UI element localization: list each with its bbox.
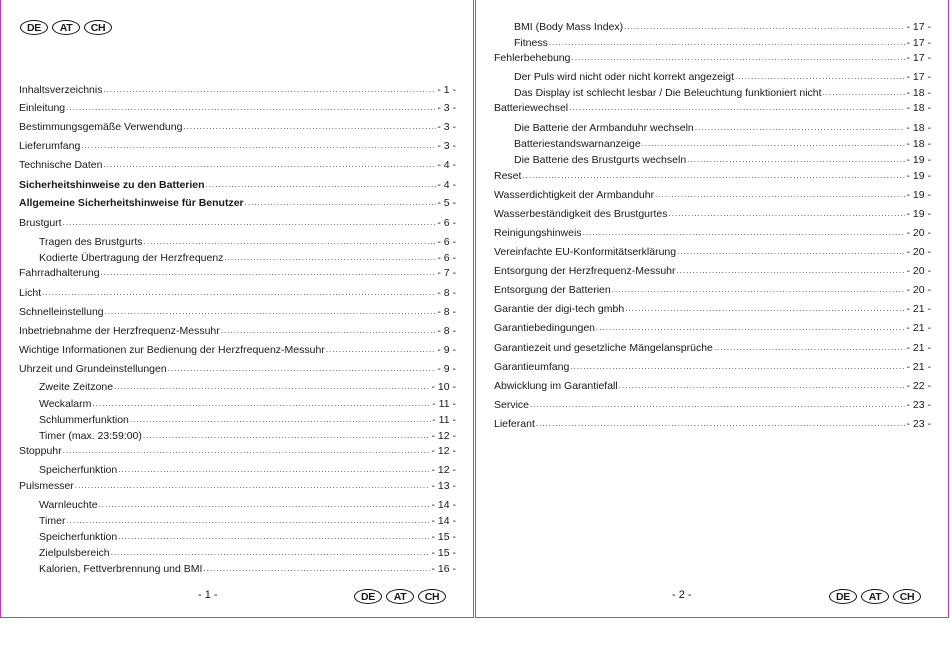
toc-entry xyxy=(514,138,931,150)
toc-entry xyxy=(19,325,456,337)
toc-entry-title: Stoppuhr xyxy=(19,445,62,457)
toc-entry xyxy=(39,547,456,559)
toc-entry xyxy=(39,531,456,543)
toc-entry xyxy=(494,399,931,411)
toc-entry-page: - 21 - xyxy=(906,303,931,315)
toc-leader-dots xyxy=(206,179,437,191)
toc-leader-dots xyxy=(130,414,431,426)
toc-entry xyxy=(514,71,931,83)
toc-leader-dots xyxy=(81,140,436,152)
toc-entry xyxy=(19,445,456,457)
toc-entry-page: - 12 - xyxy=(431,464,456,476)
toc-entry-title: Das Display ist schlecht lesbar / Die Beleuchtung funktioniert nicht xyxy=(514,87,822,99)
toc-leader-dots xyxy=(103,159,436,171)
toc-entry-page: - 11 - xyxy=(432,414,456,426)
country-badges-top xyxy=(20,20,112,35)
toc-leader-dots xyxy=(118,464,430,476)
toc-leader-dots xyxy=(642,138,906,150)
toc-entry-title: Kodierte Übertragung der Herzfrequenz xyxy=(39,252,224,264)
toc-entry-title: Abwicklung im Garantiefall xyxy=(494,380,618,392)
toc-leader-dots xyxy=(66,102,436,114)
toc-entry-title: Die Batterie des Brustgurts wechseln xyxy=(514,154,687,166)
toc-entry xyxy=(19,480,456,492)
toc-entry-title: Allgemeine Sicherheitshinweise für Benutzer xyxy=(19,197,244,209)
toc-leader-dots xyxy=(144,236,437,248)
toc-leader-dots xyxy=(735,71,905,83)
toc-entry-title: Licht xyxy=(19,287,42,299)
toc-leader-dots xyxy=(42,287,436,299)
toc-leader-dots xyxy=(571,52,905,64)
toc-entry-page: - 20 - xyxy=(906,246,931,258)
toc-entry xyxy=(19,140,456,152)
toc-entry-title: Entsorgung der Batterien xyxy=(494,284,611,296)
toc-entry xyxy=(19,344,456,356)
country-badge-de: DE xyxy=(354,589,382,604)
toc-leader-dots xyxy=(530,399,905,411)
toc-entry-page: - 21 - xyxy=(906,322,931,334)
toc-entry-title: Lieferant xyxy=(494,418,535,430)
toc-leader-dots xyxy=(63,445,431,457)
toc-entry xyxy=(514,87,931,99)
toc-entry-page: - 3 - xyxy=(437,140,456,152)
toc-leader-dots xyxy=(75,480,431,492)
toc-entry xyxy=(19,217,456,229)
toc-entry-page: - 20 - xyxy=(906,284,931,296)
toc-entry-title: Speicherfunktion xyxy=(39,464,118,476)
toc-entry xyxy=(19,121,456,133)
toc-entry xyxy=(494,52,931,64)
toc-entry-page: - 22 - xyxy=(906,380,931,392)
toc-entry xyxy=(39,414,456,426)
toc-entry xyxy=(39,515,456,527)
toc-leader-dots xyxy=(612,284,906,296)
toc-entry-title: Bestimmungsgemäße Verwendung xyxy=(19,121,183,133)
toc-leader-dots xyxy=(221,325,437,337)
toc-entry-title: Batteriewechsel xyxy=(494,102,569,114)
toc-entry-page: - 21 - xyxy=(906,342,931,354)
toc-leader-dots xyxy=(326,344,437,356)
toc-entry-title: Brustgurt xyxy=(19,217,62,229)
toc-entry-page: - 12 - xyxy=(431,430,456,442)
toc-entry-title: Timer (max. 23:59:00) xyxy=(39,430,142,442)
toc-entry-title: Reinigungshinweis xyxy=(494,227,582,239)
toc-leader-dots xyxy=(655,189,905,201)
toc-entry-page: - 17 - xyxy=(906,71,931,83)
toc-entry xyxy=(494,380,931,392)
toc-entry-title: Inhaltsverzeichnis xyxy=(19,84,103,96)
toc-leader-dots xyxy=(143,430,431,442)
toc-entry-page: - 3 - xyxy=(437,121,456,133)
country-badges-footer-right xyxy=(829,589,921,604)
toc-entry-page: - 17 - xyxy=(906,21,931,33)
toc-entry-title: Kalorien, Fettverbrennung und BMI xyxy=(39,563,203,575)
toc-entry xyxy=(39,252,456,264)
toc-leader-dots xyxy=(570,361,905,373)
toc-entry xyxy=(494,102,931,114)
toc-entry-title: Weckalarm xyxy=(39,398,92,410)
toc-entry-title: Schnelleinstellung xyxy=(19,306,104,318)
toc-entry-page: - 12 - xyxy=(431,445,456,457)
toc-entry-title: Fehlerbehebung xyxy=(494,52,571,64)
toc-entry xyxy=(19,84,456,96)
toc-entry xyxy=(19,306,456,318)
toc-leader-dots xyxy=(687,154,905,166)
toc-entry-page: - 23 - xyxy=(906,418,931,430)
toc-leader-dots xyxy=(168,363,437,375)
country-badge-at: AT xyxy=(386,589,414,604)
toc-entry-page: - 20 - xyxy=(906,227,931,239)
toc-entry-title: Lieferumfang xyxy=(19,140,81,152)
toc-entry xyxy=(39,430,456,442)
toc-entry xyxy=(39,381,456,393)
toc-entry xyxy=(494,265,931,277)
toc-entry xyxy=(19,363,456,375)
toc-entry xyxy=(19,197,456,209)
toc-entry-page: - 15 - xyxy=(431,547,456,559)
toc-entry-title: Sicherheitshinweise zu den Batterien xyxy=(19,179,205,191)
toc-entry-page: - 9 - xyxy=(437,363,456,375)
toc-entry-page: - 16 - xyxy=(431,563,456,575)
toc-entry-page: - 14 - xyxy=(431,499,456,511)
toc-entry xyxy=(494,322,931,334)
toc-leader-dots xyxy=(92,398,431,410)
country-badges-footer-left xyxy=(354,589,446,604)
toc-leader-dots xyxy=(549,37,906,49)
toc-leader-dots xyxy=(619,380,906,392)
toc-leader-dots xyxy=(103,84,436,96)
page-number-left: - 1 - xyxy=(198,589,218,601)
toc-leader-dots xyxy=(596,322,905,334)
toc-leader-dots xyxy=(183,121,436,133)
toc-leader-dots xyxy=(114,381,430,393)
toc-entry-title: Tragen des Brustgurts xyxy=(39,236,143,248)
toc-leader-dots xyxy=(714,342,906,354)
toc-entry-page: - 19 - xyxy=(906,154,931,166)
toc-leader-dots xyxy=(677,246,905,258)
toc-entry xyxy=(494,246,931,258)
toc-entry-title: Garantie der digi-tech gmbh xyxy=(494,303,625,315)
toc-entry-page: - 18 - xyxy=(906,102,931,114)
page-number-right: - 2 - xyxy=(672,589,692,601)
toc-entry-title: Die Batterie der Armbanduhr wechseln xyxy=(514,122,694,134)
toc-entry xyxy=(494,208,931,220)
toc-entry-title: Einleitung xyxy=(19,102,66,114)
toc-leader-dots xyxy=(522,170,905,182)
toc-entry-page: - 18 - xyxy=(906,87,931,99)
toc-entry-title: Garantieumfang xyxy=(494,361,570,373)
toc-entry-title: Timer xyxy=(39,515,66,527)
toc-entry-title: Fitness xyxy=(514,37,548,49)
toc-entry-title: Entsorgung der Herzfrequenz-Messuhr xyxy=(494,265,676,277)
toc-entry-page: - 13 - xyxy=(431,480,456,492)
toc-leader-dots xyxy=(101,267,437,279)
toc-entry xyxy=(494,303,931,315)
toc-entry-title: Pulsmesser xyxy=(19,480,74,492)
toc-leader-dots xyxy=(99,499,431,511)
toc-entry xyxy=(494,418,931,430)
toc-entry-page: - 19 - xyxy=(906,189,931,201)
toc-entry-page: - 3 - xyxy=(437,102,456,114)
toc-entry-page: - 1 - xyxy=(437,84,456,96)
toc-leader-dots xyxy=(536,418,906,430)
toc-entry xyxy=(19,159,456,171)
toc-entry-title: Schlummerfunktion xyxy=(39,414,129,426)
toc-entry xyxy=(514,154,931,166)
toc-entry-title: Fahrradhalterung xyxy=(19,267,100,279)
toc-entry-title: Warnleuchte xyxy=(39,499,98,511)
toc-entry xyxy=(494,189,931,201)
toc-entry-page: - 6 - xyxy=(437,236,456,248)
toc-entry-title: Vereinfachte EU-Konformitätserklärung xyxy=(494,246,677,258)
toc-entry-title: Service xyxy=(494,399,530,411)
toc-entry-page: - 14 - xyxy=(431,515,456,527)
toc-entry-page: - 10 - xyxy=(431,381,456,393)
toc-entry-title: Wasserbeständigkeit des Brustgurtes xyxy=(494,208,668,220)
country-badge-de: DE xyxy=(829,589,857,604)
toc-entry-page: - 4 - xyxy=(437,179,456,191)
toc-entry xyxy=(494,170,931,182)
toc-leader-dots xyxy=(823,87,906,99)
toc-entry xyxy=(19,102,456,114)
country-badge-ch: CH xyxy=(893,589,921,604)
toc-entry-page: - 19 - xyxy=(906,208,931,220)
toc-leader-dots xyxy=(677,265,906,277)
country-badge-de: DE xyxy=(20,20,48,35)
toc-entry-page: - 8 - xyxy=(437,306,456,318)
toc-leader-dots xyxy=(118,531,430,543)
toc-entry-page: - 8 - xyxy=(437,287,456,299)
country-badge-ch: CH xyxy=(418,589,446,604)
toc-entry-title: Inbetriebnahme der Herzfrequenz-Messuhr xyxy=(19,325,220,337)
toc-entry-title: Technische Daten xyxy=(19,159,103,171)
toc-entry-page: - 20 - xyxy=(906,265,931,277)
toc-entry-title: Wasserdichtigkeit der Armbanduhr xyxy=(494,189,655,201)
toc-entry-page: - 23 - xyxy=(906,399,931,411)
toc-leader-dots xyxy=(245,197,437,209)
toc-entry-title: BMI (Body Mass Index) xyxy=(514,21,624,33)
toc-entry-title: Zielpulsbereich xyxy=(39,547,110,559)
toc-entry-title: Der Puls wird nicht oder nicht korrekt angezeigt xyxy=(514,71,735,83)
toc-leader-dots xyxy=(624,21,905,33)
country-badge-at: AT xyxy=(861,589,889,604)
country-badge-ch: CH xyxy=(84,20,112,35)
toc-entry-page: - 17 - xyxy=(906,52,931,64)
toc-leader-dots xyxy=(111,547,431,559)
toc-entry xyxy=(19,287,456,299)
toc-entry xyxy=(39,464,456,476)
toc-entry-page: - 18 - xyxy=(906,122,931,134)
toc-entry-page: - 18 - xyxy=(906,138,931,150)
toc-entry-page: - 6 - xyxy=(437,252,456,264)
toc-leader-dots xyxy=(669,208,906,220)
toc-entry xyxy=(19,267,456,279)
toc-leader-dots xyxy=(569,102,905,114)
toc-entry-page: - 21 - xyxy=(906,361,931,373)
toc-entry-page: - 11 - xyxy=(432,398,456,410)
toc-entry xyxy=(514,122,931,134)
toc-entry-page: - 15 - xyxy=(431,531,456,543)
toc-entry-page: - 6 - xyxy=(437,217,456,229)
toc-entry-page: - 4 - xyxy=(437,159,456,171)
toc-leader-dots xyxy=(224,252,436,264)
toc-entry-title: Garantiebedingungen xyxy=(494,322,596,334)
toc-leader-dots xyxy=(695,122,906,134)
toc-entry-title: Reset xyxy=(494,170,522,182)
toc-entry-title: Speicherfunktion xyxy=(39,531,118,543)
toc-entry-title: Zweite Zeitzone xyxy=(39,381,114,393)
toc-leader-dots xyxy=(203,563,430,575)
toc-entry xyxy=(514,37,931,49)
toc-entry-page: - 9 - xyxy=(437,344,456,356)
toc-entry xyxy=(514,21,931,33)
toc-entry-page: - 19 - xyxy=(906,170,931,182)
country-badge-at: AT xyxy=(52,20,80,35)
toc-entry-page: - 7 - xyxy=(437,267,456,279)
toc-entry xyxy=(494,227,931,239)
toc-entry xyxy=(39,499,456,511)
toc-leader-dots xyxy=(63,217,437,229)
toc-entry-page: - 5 - xyxy=(437,197,456,209)
toc-entry xyxy=(19,179,456,191)
toc-entry xyxy=(39,236,456,248)
toc-entry xyxy=(494,342,931,354)
toc-entry xyxy=(39,398,456,410)
toc-entry xyxy=(39,563,456,575)
toc-leader-dots xyxy=(625,303,905,315)
toc-entry xyxy=(494,361,931,373)
toc-entry-title: Batteriestandswarnanzeige xyxy=(514,138,641,150)
toc-entry-title: Wichtige Informationen zur Bedienung der Herzfrequenz-Messuhr xyxy=(19,344,325,356)
toc-entry-page: - 17 - xyxy=(906,37,931,49)
toc-entry-page: - 8 - xyxy=(437,325,456,337)
toc-leader-dots xyxy=(105,306,437,318)
toc-entry xyxy=(494,284,931,296)
toc-leader-dots xyxy=(66,515,430,527)
toc-entry-title: Uhrzeit und Grundeinstellungen xyxy=(19,363,167,375)
toc-entry-title: Garantiezeit und gesetzliche Mängelansprüche xyxy=(494,342,713,354)
toc-leader-dots xyxy=(583,227,906,239)
